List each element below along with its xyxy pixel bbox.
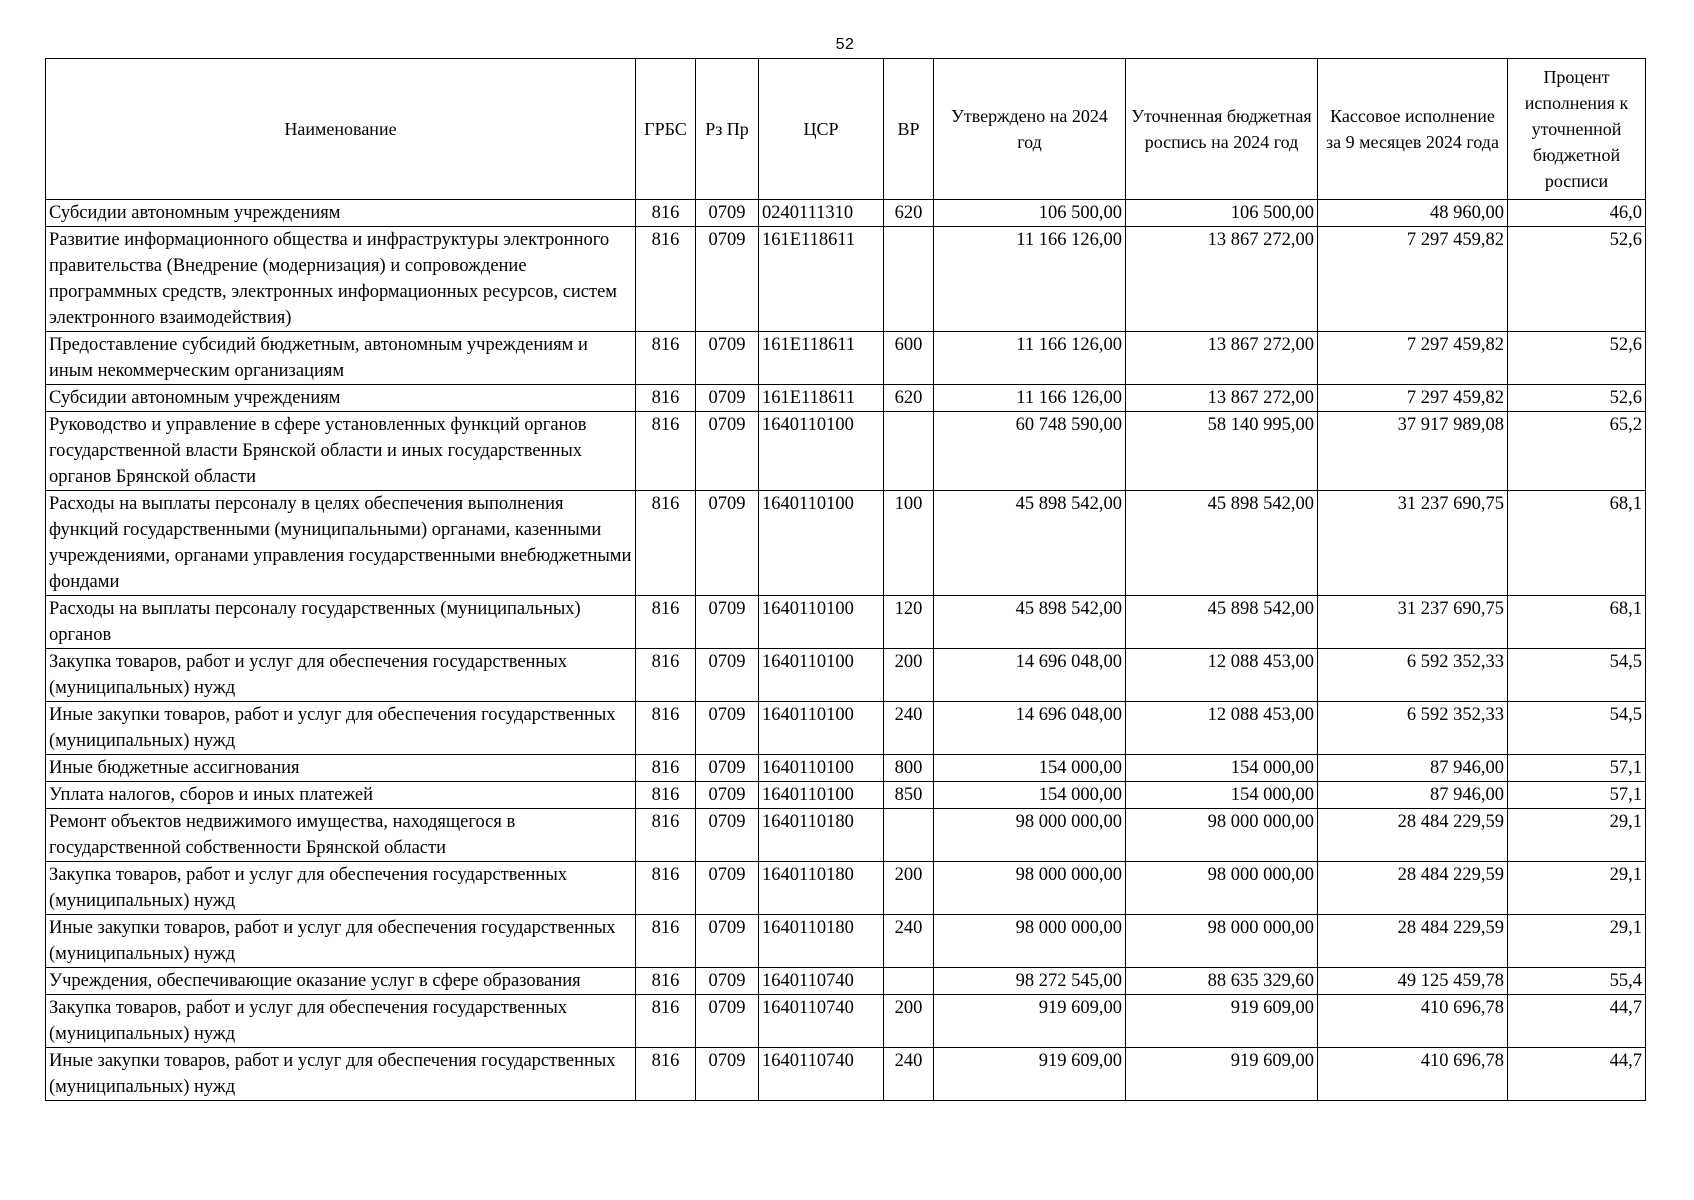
cell-vr: 200: [884, 649, 934, 702]
cell-percent: 55,4: [1508, 968, 1646, 995]
budget-table: [45, 58, 1646, 1101]
cell-refined: 919 609,00: [1126, 995, 1318, 1048]
cell-vr: 600: [884, 332, 934, 385]
cell-name: Ремонт объектов недвижимого имущества, находящегося в государственной собственности Брянской области: [46, 809, 636, 862]
cell-grbs: 816: [636, 227, 696, 332]
table-row: [46, 649, 1646, 702]
header-grbs: ГРБС: [636, 59, 696, 200]
cell-grbs: 816: [636, 915, 696, 968]
cell-cash: 49 125 459,78: [1318, 968, 1508, 995]
cell-rzpr: 0709: [696, 596, 759, 649]
cell-name: Расходы на выплаты персоналу государственных (муниципальных) органов: [46, 596, 636, 649]
table-row: [46, 385, 1646, 412]
cell-cash: 31 237 690,75: [1318, 491, 1508, 596]
cell-vr: 100: [884, 491, 934, 596]
cell-approved: 11 166 126,00: [934, 385, 1126, 412]
header-rzpr: Рз Пр: [696, 59, 759, 200]
cell-vr: [884, 412, 934, 491]
cell-rzpr: 0709: [696, 862, 759, 915]
cell-csr: 1640110100: [759, 412, 884, 491]
cell-cash: 7 297 459,82: [1318, 385, 1508, 412]
table-row: [46, 200, 1646, 227]
cell-approved: 98 000 000,00: [934, 915, 1126, 968]
cell-refined: 13 867 272,00: [1126, 385, 1318, 412]
cell-vr: 620: [884, 200, 934, 227]
cell-name: Развитие информационного общества и инфраструктуры электронного правительства (Внедрение (модернизация) и сопровождение программных средств, электронных информационных ресурсов, систем электронного взаимодействия): [46, 227, 636, 332]
cell-cash: 6 592 352,33: [1318, 649, 1508, 702]
cell-percent: 65,2: [1508, 412, 1646, 491]
cell-percent: 44,7: [1508, 1048, 1646, 1101]
cell-percent: 68,1: [1508, 596, 1646, 649]
cell-approved: 106 500,00: [934, 200, 1126, 227]
cell-vr: 120: [884, 596, 934, 649]
cell-cash: 87 946,00: [1318, 782, 1508, 809]
header-approved: Утверждено на 2024 год: [934, 59, 1126, 200]
cell-rzpr: 0709: [696, 332, 759, 385]
cell-refined: 88 635 329,60: [1126, 968, 1318, 995]
cell-percent: 57,1: [1508, 782, 1646, 809]
cell-name: Субсидии автономным учреждениям: [46, 385, 636, 412]
cell-approved: 60 748 590,00: [934, 412, 1126, 491]
cell-refined: 106 500,00: [1126, 200, 1318, 227]
cell-grbs: 816: [636, 385, 696, 412]
header-name: Наименование: [46, 59, 636, 200]
cell-grbs: 816: [636, 702, 696, 755]
cell-grbs: 816: [636, 596, 696, 649]
cell-rzpr: 0709: [696, 385, 759, 412]
cell-vr: [884, 968, 934, 995]
cell-refined: 12 088 453,00: [1126, 649, 1318, 702]
cell-approved: 14 696 048,00: [934, 649, 1126, 702]
table-body: [46, 200, 1646, 1101]
cell-rzpr: 0709: [696, 200, 759, 227]
cell-cash: 31 237 690,75: [1318, 596, 1508, 649]
cell-cash: 410 696,78: [1318, 1048, 1508, 1101]
cell-refined: 45 898 542,00: [1126, 491, 1318, 596]
table-row: [46, 968, 1646, 995]
header-vr: ВР: [884, 59, 934, 200]
cell-vr: 200: [884, 995, 934, 1048]
table-row: [46, 1048, 1646, 1101]
table-row: [46, 782, 1646, 809]
cell-refined: 13 867 272,00: [1126, 227, 1318, 332]
cell-name: Иные закупки товаров, работ и услуг для обеспечения государственных (муниципальных) нужд: [46, 915, 636, 968]
cell-name: Уплата налогов, сборов и иных платежей: [46, 782, 636, 809]
cell-csr: 161E118611: [759, 332, 884, 385]
cell-percent: 44,7: [1508, 995, 1646, 1048]
cell-rzpr: 0709: [696, 915, 759, 968]
header-csr: ЦСР: [759, 59, 884, 200]
cell-csr: 1640110100: [759, 649, 884, 702]
cell-rzpr: 0709: [696, 809, 759, 862]
cell-percent: 54,5: [1508, 649, 1646, 702]
cell-cash: 28 484 229,59: [1318, 915, 1508, 968]
table-row: [46, 227, 1646, 332]
cell-refined: 154 000,00: [1126, 782, 1318, 809]
cell-refined: 98 000 000,00: [1126, 809, 1318, 862]
cell-vr: 240: [884, 1048, 934, 1101]
cell-name: Предоставление субсидий бюджетным, автономным учреждениям и иным некоммерческим организациям: [46, 332, 636, 385]
cell-csr: 0240111310: [759, 200, 884, 227]
cell-approved: 154 000,00: [934, 782, 1126, 809]
cell-grbs: 816: [636, 200, 696, 227]
header-percent: Процент исполнения к уточненной бюджетной росписи: [1508, 59, 1646, 200]
cell-csr: 1640110180: [759, 809, 884, 862]
cell-approved: 919 609,00: [934, 1048, 1126, 1101]
cell-vr: 200: [884, 862, 934, 915]
cell-grbs: 816: [636, 649, 696, 702]
cell-approved: 154 000,00: [934, 755, 1126, 782]
cell-grbs: 816: [636, 862, 696, 915]
table-row: [46, 596, 1646, 649]
cell-refined: 154 000,00: [1126, 755, 1318, 782]
cell-percent: 52,6: [1508, 385, 1646, 412]
cell-rzpr: 0709: [696, 227, 759, 332]
cell-name: Учреждения, обеспечивающие оказание услуг в сфере образования: [46, 968, 636, 995]
cell-percent: 52,6: [1508, 227, 1646, 332]
cell-percent: 29,1: [1508, 862, 1646, 915]
cell-rzpr: 0709: [696, 968, 759, 995]
cell-csr: 161E118611: [759, 227, 884, 332]
cell-refined: 98 000 000,00: [1126, 862, 1318, 915]
cell-csr: 1640110100: [759, 782, 884, 809]
cell-cash: 28 484 229,59: [1318, 809, 1508, 862]
cell-cash: 410 696,78: [1318, 995, 1508, 1048]
cell-vr: 620: [884, 385, 934, 412]
table-row: [46, 915, 1646, 968]
header-refined: Уточненная бюджетная роспись на 2024 год: [1126, 59, 1318, 200]
cell-grbs: 816: [636, 755, 696, 782]
cell-csr: 1640110100: [759, 755, 884, 782]
cell-grbs: 816: [636, 332, 696, 385]
cell-grbs: 816: [636, 1048, 696, 1101]
cell-grbs: 816: [636, 995, 696, 1048]
cell-name: Расходы на выплаты персоналу в целях обеспечения выполнения функций государственными (муниципальными) органами, казенными учреждениями, органами управления государственными внебюджетными фондами: [46, 491, 636, 596]
table-row: [46, 332, 1646, 385]
cell-vr: 240: [884, 702, 934, 755]
cell-percent: 57,1: [1508, 755, 1646, 782]
cell-csr: 1640110180: [759, 915, 884, 968]
cell-refined: 58 140 995,00: [1126, 412, 1318, 491]
cell-grbs: 816: [636, 412, 696, 491]
header-cash: Кассовое исполнение за 9 месяцев 2024 года: [1318, 59, 1508, 200]
cell-cash: 7 297 459,82: [1318, 332, 1508, 385]
cell-csr: 1640110740: [759, 1048, 884, 1101]
cell-cash: 6 592 352,33: [1318, 702, 1508, 755]
cell-vr: 850: [884, 782, 934, 809]
cell-grbs: 816: [636, 491, 696, 596]
table-row: [46, 995, 1646, 1048]
cell-percent: 29,1: [1508, 809, 1646, 862]
table-row: [46, 412, 1646, 491]
cell-vr: [884, 227, 934, 332]
cell-rzpr: 0709: [696, 782, 759, 809]
cell-refined: 919 609,00: [1126, 1048, 1318, 1101]
cell-percent: 68,1: [1508, 491, 1646, 596]
cell-vr: 240: [884, 915, 934, 968]
cell-rzpr: 0709: [696, 491, 759, 596]
cell-name: Иные бюджетные ассигнования: [46, 755, 636, 782]
cell-approved: 45 898 542,00: [934, 596, 1126, 649]
cell-cash: 28 484 229,59: [1318, 862, 1508, 915]
cell-vr: 800: [884, 755, 934, 782]
cell-cash: 48 960,00: [1318, 200, 1508, 227]
page-number: 52: [835, 36, 855, 53]
cell-csr: 1640110100: [759, 702, 884, 755]
cell-cash: 7 297 459,82: [1318, 227, 1508, 332]
cell-refined: 98 000 000,00: [1126, 915, 1318, 968]
cell-percent: 46,0: [1508, 200, 1646, 227]
header-row: [46, 59, 1646, 200]
cell-rzpr: 0709: [696, 755, 759, 782]
cell-percent: 52,6: [1508, 332, 1646, 385]
table-row: [46, 862, 1646, 915]
cell-csr: 1640110100: [759, 596, 884, 649]
cell-name: Закупка товаров, работ и услуг для обеспечения государственных (муниципальных) нужд: [46, 649, 636, 702]
cell-name: Иные закупки товаров, работ и услуг для обеспечения государственных (муниципальных) нужд: [46, 702, 636, 755]
cell-approved: 14 696 048,00: [934, 702, 1126, 755]
cell-approved: 98 000 000,00: [934, 862, 1126, 915]
cell-rzpr: 0709: [696, 1048, 759, 1101]
cell-grbs: 816: [636, 782, 696, 809]
table-row: [46, 809, 1646, 862]
cell-csr: 1640110180: [759, 862, 884, 915]
cell-rzpr: 0709: [696, 702, 759, 755]
cell-approved: 11 166 126,00: [934, 332, 1126, 385]
cell-approved: 98 000 000,00: [934, 809, 1126, 862]
cell-csr: 1640110740: [759, 968, 884, 995]
cell-name: Иные закупки товаров, работ и услуг для обеспечения государственных (муниципальных) нужд: [46, 1048, 636, 1101]
cell-name: Субсидии автономным учреждениям: [46, 200, 636, 227]
table-row: [46, 491, 1646, 596]
cell-percent: 54,5: [1508, 702, 1646, 755]
cell-cash: 87 946,00: [1318, 755, 1508, 782]
cell-rzpr: 0709: [696, 995, 759, 1048]
cell-approved: 11 166 126,00: [934, 227, 1126, 332]
cell-refined: 12 088 453,00: [1126, 702, 1318, 755]
cell-vr: [884, 809, 934, 862]
cell-name: Руководство и управление в сфере установленных функций органов государственной власти Брянской области и иных государственных органов Брянской области: [46, 412, 636, 491]
cell-grbs: 816: [636, 968, 696, 995]
cell-name: Закупка товаров, работ и услуг для обеспечения государственных (муниципальных) нужд: [46, 995, 636, 1048]
cell-cash: 37 917 989,08: [1318, 412, 1508, 491]
cell-csr: 161E118611: [759, 385, 884, 412]
cell-percent: 29,1: [1508, 915, 1646, 968]
table-row: [46, 755, 1646, 782]
cell-approved: 45 898 542,00: [934, 491, 1126, 596]
table-row: [46, 702, 1646, 755]
cell-grbs: 816: [636, 809, 696, 862]
cell-csr: 1640110100: [759, 491, 884, 596]
cell-refined: 13 867 272,00: [1126, 332, 1318, 385]
cell-refined: 45 898 542,00: [1126, 596, 1318, 649]
cell-approved: 919 609,00: [934, 995, 1126, 1048]
cell-rzpr: 0709: [696, 649, 759, 702]
cell-rzpr: 0709: [696, 412, 759, 491]
cell-csr: 1640110740: [759, 995, 884, 1048]
cell-approved: 98 272 545,00: [934, 968, 1126, 995]
cell-name: Закупка товаров, работ и услуг для обеспечения государственных (муниципальных) нужд: [46, 862, 636, 915]
